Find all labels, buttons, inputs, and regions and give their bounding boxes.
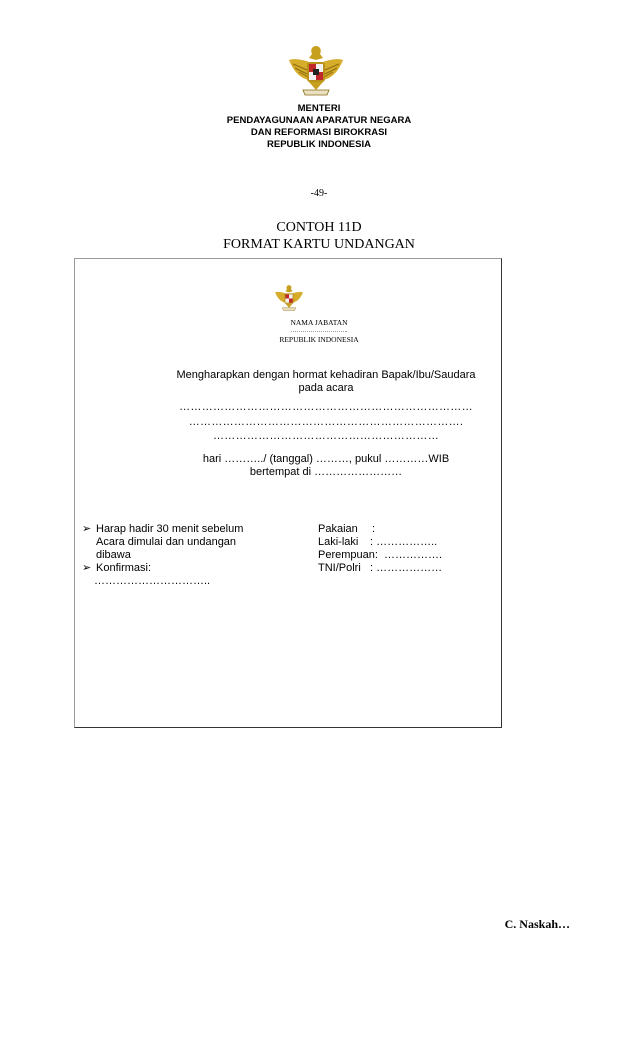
dress-perempuan-value: ……………. [384, 549, 443, 561]
dress-tni-label: TNI/Polri [318, 562, 361, 574]
invitation-line2: pada acara [298, 382, 354, 394]
dress-pakaian-label: Pakaian [318, 523, 358, 535]
schedule-line2: bertempat di …………………… [249, 466, 403, 478]
bullet-icon: ➢ [82, 562, 92, 574]
event-dots-line2: ………………………………………………………………. [188, 416, 464, 428]
card-republik: REPUBLIK INDONESIA [279, 335, 359, 344]
header-title-line4: REPUBLIK INDONESIA [267, 139, 371, 150]
document-subtitle: FORMAT KARTU UNDANGAN [223, 237, 415, 252]
header-title-line2: PENDAYAGUNAAN APARATUR NEGARA [226, 115, 412, 126]
document-title: CONTOH 11D [276, 220, 362, 235]
invitation-line1: Mengharapkan dengan hormat kehadiran Bapak/Ibu/Saudara [176, 369, 476, 381]
dress-perempuan-label: Perempuan: [318, 549, 378, 561]
header-title-line3: DAN REFORMASI BIROKRASI [250, 127, 388, 138]
event-dots-line1: …………………………………………………………………… [179, 401, 473, 413]
dress-laki-value: : …………….. [370, 536, 438, 548]
dress-pakaian-colon: : [372, 523, 376, 535]
note-bullet2-line2: ………………………….. [94, 575, 211, 587]
card-jabatan: NAMA JABATAN [290, 318, 348, 327]
dress-laki-label: Laki-laki [318, 536, 359, 548]
page-number: -49- [310, 188, 328, 199]
note-bullet1-line2: Acara dimulai dan undangan [96, 536, 237, 548]
event-dots-line3: …………………………………………………… [213, 430, 439, 442]
garuda-emblem-icon [285, 40, 347, 102]
note-bullet1-line1: Harap hadir 30 menit sebelum [96, 523, 244, 535]
note-bullet1-line3: dibawa [96, 549, 131, 561]
note-bullet2-line1: Konfirmasi: [96, 562, 152, 574]
bullet-icon: ➢ [82, 523, 92, 535]
garuda-emblem-icon [273, 282, 305, 314]
header-title-line1: MENTERI [297, 103, 341, 114]
schedule-line1: hari ………../ (tanggal) ………, pukul …………WIB [202, 453, 450, 465]
dress-tni-value: : ……………… [370, 562, 443, 574]
card-jabatan-dots: ……………………….. [290, 328, 348, 334]
closing-continuation: C. Naskah… [504, 917, 570, 931]
